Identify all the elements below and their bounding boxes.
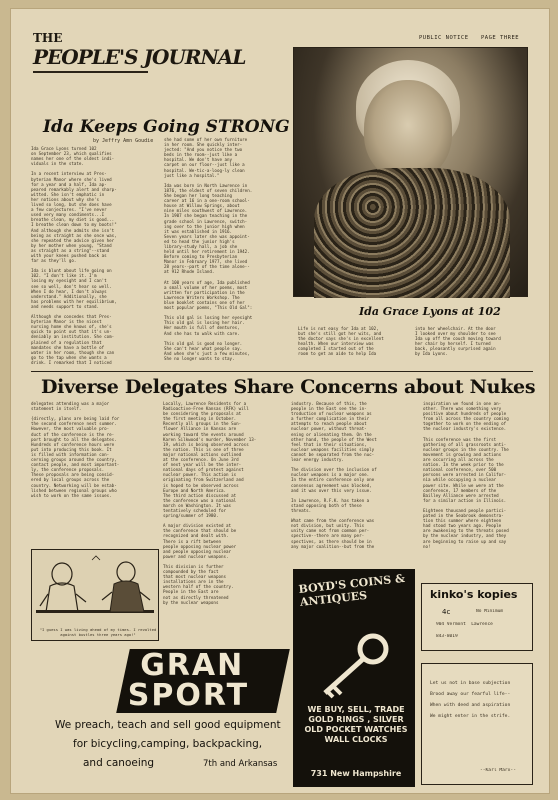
- cartoon-illustration: [31, 549, 159, 641]
- gran-sport-tagline-3: and canoeing: [83, 757, 155, 769]
- marx-quote-box: [421, 663, 533, 785]
- ida-lyons-photo: [293, 47, 528, 297]
- gran-sport-brand-2: SPORT: [127, 678, 250, 713]
- kinkos-minimum: No Minimum: [476, 609, 504, 614]
- kinkos-phone: 843-8019: [436, 634, 458, 639]
- story1-byline: by Jeffry Amn Goudie: [93, 138, 154, 144]
- kinkos-address: 904 Vermont Lawrence: [436, 622, 493, 627]
- boyds-services: WE BUY, SELL, TRADE GOLD RINGS , SILVER OLD POCKET WATCHES WALL CLOCKS: [304, 705, 408, 744]
- section-label: PUBLIC NOTICE: [419, 35, 469, 41]
- kinkos-ad: [421, 583, 533, 651]
- marx-quote-author: --Karl Marx--: [480, 768, 516, 773]
- story1-headline: Ida Keeps Going STRONG: [43, 117, 290, 137]
- story1-column-4: into her wheelchair. At the door I looked over my shoulder to see Ida up off the couch moving toward her chair by herself. I turned back, pleasantly surprised again by Ida Lyons.: [415, 326, 501, 357]
- story2-column-3: industry. Because of this, the people in the East see the in- troduction of nuclear weapons as a further complication in their attempts to reach people about nuclear power, without threat- ening or alienating them. On the other hand, the people of the West feel that in their situations, nuclear weapons facilities simply cannot be separated from the nuc- lear energy industry. The division over the inclusion of nuclear weapons is a major one. In the entire conference only one consensus agreement was blocked, and it was over this very issue. In Lawrence, R.F.K. has taken a stand opposing both of these threats. What came from the conference was not division, but unity. This unity came not from common per- spective--there are many per- spectives, as there should be in any major coalition--but from the: [291, 401, 377, 549]
- photo-caption: Ida Grace Lyons at 102: [359, 305, 501, 318]
- story2-headline: Diverse Delegates Share Concerns about Nukes: [41, 376, 536, 398]
- gran-sport-address: 7th and Arkansas: [203, 759, 278, 769]
- boyds-address: 731 New Hampshire: [310, 769, 402, 778]
- masthead-the: THE: [33, 31, 63, 45]
- gran-sport-brand-1: GRAN: [140, 648, 245, 683]
- gran-sport-tagline-1: We preach, teach and sell good equipment: [55, 719, 281, 731]
- story1-column-3: Life is not easy for Ida at 102, but she's still got her wits, and the doctor says she's in excellent health. When our interview was completed I started out of the room to get an aide to help Ida: [298, 326, 384, 357]
- key-icon: [315, 631, 395, 701]
- newspaper-page: [10, 8, 550, 794]
- kinkos-price: 4c: [442, 608, 451, 616]
- story1-column-2: she had some of her own furniture in her room. She quickly inter- jected: "And you notice the two beds in the room--just like a hospital. We don't have any carpet on our floor--just like a hospital. We-tic-a-loog-ly clean just like a hospital." Ida was born in North Lawrence in 1876, the eldest of seven children. She began her long teaching career at 16 in a one-room school- house at Willow Springs, about nine miles southwest of Lawrence. In 1907 she began teaching in the grade school in Lawrence, switch- ing over to the junior high when it was established in 1916. Seven years later she was appoint- ed to head the junior high's library-study hall, a job she held until her retirement in 1942. Before coming to Presbyterian Manor in February 1977, she lived 28 years--part of the time alone-- at 912 Rhode Island. At 100 years of age, Ida published a small volume of her poems, most written for participation in the Lawrence Writers Workshop. The blue booklet contains one of her most popular poems, "This Old Gal": This old gal is losing her eyesight This old gal is losing her hair. Her mouth is full of dentures, And she has to walk with care. This old gal is good no longer. She can't hear what people say. And when she's just a few minutes, She no longer wants to stay.: [164, 137, 253, 362]
- gran-sport-tagline-2: for bicycling,camping, backpacking,: [73, 738, 263, 750]
- boyds-ad: [293, 569, 415, 787]
- gran-sport-logo: [116, 649, 290, 713]
- cartoon-caption: "I guess I was living ahead of my times. I revolted against bustles three years ago!": [39, 628, 157, 637]
- page-number: PAGE THREE: [481, 35, 520, 41]
- story2-column-2: Locally, Lawrence Residents for a Radioactive-Free Kansas (RFK) will be considering the proposals at the first meeting in October. Recently all groups in the Sun- flower Alliance in Kansas are working toward the events around Karen Silkwood's murder, November 13- 19, which is being observed across the nation. This is one of three major national actions outlined at the conference. On June 3rd of next year will be the inter- national days of protest against nuclear power. This action is originating from Switzerland and is hoped to be observed across Europe and North America. The third action discussed at the conference was a national march on Washington. It was tentatively scheduled for spring/summer of 1980. A major division existed at the conference that should be recognized and dealt with. There is a rift between people opposing nuclear power and people opposing nuclear power and nuclear weapons. This division is further compounded by the fact that most nuclear weapons installations are in the western half of the country. People in the East are not as directly threatened by the nuclear weapons: [163, 401, 257, 605]
- kinkos-title: kinko's kopies: [430, 588, 518, 601]
- section-divider: [31, 371, 533, 372]
- story1-column-1: Ida Grace Lyons turned 102 on September 23, which qualifies names her one of the oldest indi- viduals in the state. In a recent interview at Pres- byterian Manor where she's lived for a year and a half, Ida ap- peared remarkably alert and sharp- witted. She isn't emphatic in her notions about why she's lived so long, but she does have a few conjectures. "I've never used very many condiments...I breathe clean, my diet is good... I breathe clean down to my boots!" And although she admits she isn't being as straight as she once was, she repeated the advice given her by her mother when young, "Stand as straight as a string"--stand with your knees pushed back as far as they'll go. Ida is blunt about life going on 102. "I don't like it. I'm losing my eyesight and I can't see so well, don't hear so well. When I do hear, I don't always understand." Additionally, she has problems with her equilibrium, and needs support to stand. Although she concedes that Pres- byterian Manor is the nicest nursing home she knows of, she's quick to point out that it's un- deniably an institution. She com- plained of a regulation that mandates she have a bottle of water in her room, though she can go to the tap when she wants a drink. I remarked that I noticed: [31, 146, 117, 365]
- story2-column-4: inspiration we found in one an- other. There was something very positive about hundreds of people from all across the country coming together to work on the ending of the nuclear industry's existence. This conference was the first gathering of all grassroots anti- nuclear groups in the country. The movement is growing and actions are occurring all across the nation. In the week prior to the national conference, over 500 persons were arrested in Califor- nia while occupying a nuclear power site. While we were at the conference, 17 members of the Bailley Alliance were arrested for a similar action in Illinois. Eighteen thousand people partici- pated in the Seabrook demonstra- tion this summer where eighteen had stood two years ago. People are awakening to the threats posed by the nuclear industry, and they are beginning to raise up and say no!: [423, 401, 509, 549]
- cartoon-drawing: [32, 550, 158, 628]
- marx-quote: Let us not in base subjection Brood away our fearful life-- When with deed and aspiration We might enter in the strife.: [430, 681, 511, 719]
- masthead-title: PEOPLE'S JOURNAL: [33, 45, 246, 69]
- story2-column-1: delegates attending was a major statement in itself. {directly, plans are being laid for the second conference next summer. However, the most valuable pro- duct of the conference is the re- port brought to all the delegates. Hundreds of conference hours were put into producing this book. It is filled with information con- cerning groups around the country, contact people, and most important- ly, the conference proposals. These proposals are being consid- ered by local groups across the country. Networking will be estab- lished between regional groups who wish to work on the same issues.: [31, 401, 120, 498]
- masthead-underline: [33, 71, 148, 73]
- boyds-title: BOYD'S COINS & ANTIQUES: [297, 571, 406, 609]
